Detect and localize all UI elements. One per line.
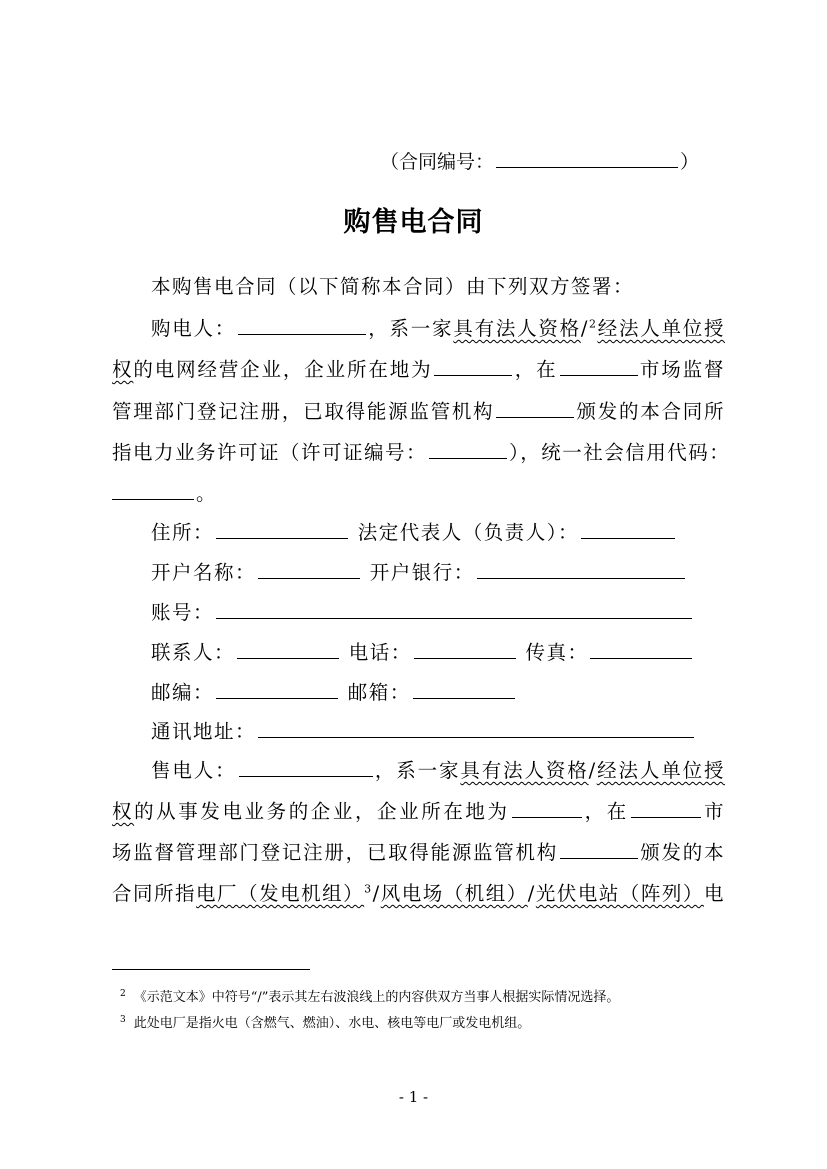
buyer-text: 颁发的本合同所 — [576, 400, 725, 423]
mail-address-label: 通讯地址： — [151, 720, 257, 743]
bank-blank[interactable] — [477, 559, 685, 579]
buyer-text: ），统一社会信用代码： — [509, 441, 731, 464]
document-title: 购售电合同 — [343, 207, 484, 238]
buyer-text: ，在 — [514, 358, 558, 381]
option-separator: / — [527, 882, 536, 905]
buyer-regulator-blank[interactable] — [496, 398, 574, 418]
contact-label: 联系人： — [151, 641, 236, 664]
footnote-3 — [120, 1012, 530, 1031]
option-separator: / — [580, 317, 589, 340]
seller-text: ，系一家 — [374, 759, 461, 782]
contact-blank[interactable] — [237, 639, 339, 659]
buyer-license-blank[interactable] — [429, 439, 507, 459]
footnote-number: 3 — [120, 1014, 126, 1025]
buyer-name-blank[interactable] — [238, 315, 366, 335]
postcode-blank[interactable] — [216, 679, 338, 699]
account-name-row — [151, 557, 687, 585]
seller-text: 合同所指 — [112, 882, 197, 905]
buyer-location-blank[interactable] — [434, 356, 512, 376]
buyer-option-legal-person: 具有法人资格 — [453, 317, 581, 340]
buyer-registration-blank[interactable] — [560, 356, 638, 376]
address-blank[interactable] — [216, 519, 348, 539]
account-no-row — [151, 597, 694, 625]
intro-paragraph: 本购售电合同（以下简称本合同）由下列双方签署： — [151, 275, 635, 298]
seller-option-legal-person: 具有法人资格 — [460, 759, 589, 782]
seller-text: 电 — [703, 882, 725, 905]
footnote-number: 2 — [120, 988, 126, 999]
buyer-line-4 — [112, 437, 731, 465]
buyer-text: 指电力业务许可证（许可证编号： — [112, 441, 428, 464]
buyer-text: 市场监督 — [639, 358, 725, 381]
seller-registration-blank[interactable] — [631, 798, 701, 818]
email-blank[interactable] — [413, 679, 515, 699]
legal-rep-label: 法定代表人（负责人）： — [357, 521, 579, 544]
seller-text: 颁发的本 — [640, 841, 725, 864]
buyer-option-authorized-end: 权 — [112, 358, 134, 381]
contract-number-label: （合同编号： — [380, 151, 495, 173]
buyer-text: 的电网经营企业，企业所在地为 — [133, 358, 433, 381]
seller-text: 场监督管理部门登记注册，已取得能源监管机构 — [112, 841, 559, 864]
postcode-row — [151, 677, 517, 705]
seller-text: ，在 — [583, 800, 629, 823]
footnote-2 — [120, 986, 619, 1005]
seller-label: 售电人： — [151, 759, 237, 782]
legal-rep-blank[interactable] — [581, 519, 675, 539]
buyer-line-3 — [112, 396, 725, 424]
seller-line-2 — [112, 796, 725, 824]
mail-address-row — [151, 716, 696, 744]
fax-blank[interactable] — [590, 639, 692, 659]
contract-number-blank[interactable] — [496, 148, 678, 168]
account-name-blank[interactable] — [258, 559, 360, 579]
contract-number-line — [380, 147, 699, 174]
fax-label: 传真： — [525, 641, 589, 664]
buyer-line-1 — [151, 313, 725, 341]
address-label: 住所： — [151, 521, 215, 544]
account-name-label: 开户名称： — [151, 561, 257, 584]
seller-option-pv-station: 光伏电站（阵列） — [535, 882, 704, 905]
account-no-label: 账号： — [151, 601, 215, 624]
seller-option-power-plant: 电厂（发电机组） — [196, 882, 365, 905]
postcode-label: 邮编： — [151, 681, 215, 704]
page-number: - 1 - — [398, 1088, 429, 1106]
email-label: 邮箱： — [347, 681, 411, 704]
option-separator: / — [588, 759, 597, 782]
seller-line-4 — [112, 878, 725, 906]
buyer-line-5 — [112, 478, 217, 506]
seller-name-blank[interactable] — [239, 757, 373, 777]
footnote-text: 《示范文本》中符号“/”表示其左右波浪线上的内容供双方当事人根据实际情况选择。 — [133, 990, 620, 1005]
seller-regulator-blank[interactable] — [560, 839, 638, 859]
buyer-label: 购电人： — [151, 317, 237, 340]
buyer-line-2 — [112, 354, 725, 382]
address-row — [151, 517, 677, 545]
bank-label: 开户银行： — [369, 561, 475, 584]
mail-address-blank[interactable] — [258, 718, 694, 738]
buyer-option-authorized: 经法人单位授 — [597, 317, 725, 340]
contract-number-close: ） — [680, 151, 700, 173]
buyer-text: ，系一家 — [368, 317, 454, 340]
footnote-ref-3: 3 — [364, 882, 373, 896]
seller-location-blank[interactable] — [512, 798, 582, 818]
footnote-divider — [112, 969, 310, 970]
seller-line-3 — [112, 837, 725, 865]
option-separator: / — [372, 882, 381, 905]
account-no-blank[interactable] — [216, 599, 692, 619]
seller-option-authorized: 经法人单位授 — [596, 759, 725, 782]
buyer-text: 。 — [196, 482, 218, 505]
seller-text: 市 — [702, 800, 725, 823]
seller-text: 的从事发电业务的企业，企业所在地为 — [134, 800, 510, 823]
footnote-text: 此处电厂是指火电（含燃气、燃油）、水电、核电等电厂或发电机组。 — [133, 1016, 531, 1031]
seller-line-1 — [151, 755, 725, 783]
seller-option-wind-farm: 风电场（机组） — [380, 882, 528, 905]
footnote-ref-2: 2 — [588, 317, 598, 331]
phone-label: 电话： — [348, 641, 412, 664]
phone-blank[interactable] — [414, 639, 516, 659]
buyer-text: 管理部门登记注册，已取得能源监管机构 — [112, 400, 495, 423]
contact-row — [151, 637, 694, 665]
seller-option-authorized-end: 权 — [112, 800, 135, 823]
buyer-credit-code-blank[interactable] — [112, 480, 194, 500]
